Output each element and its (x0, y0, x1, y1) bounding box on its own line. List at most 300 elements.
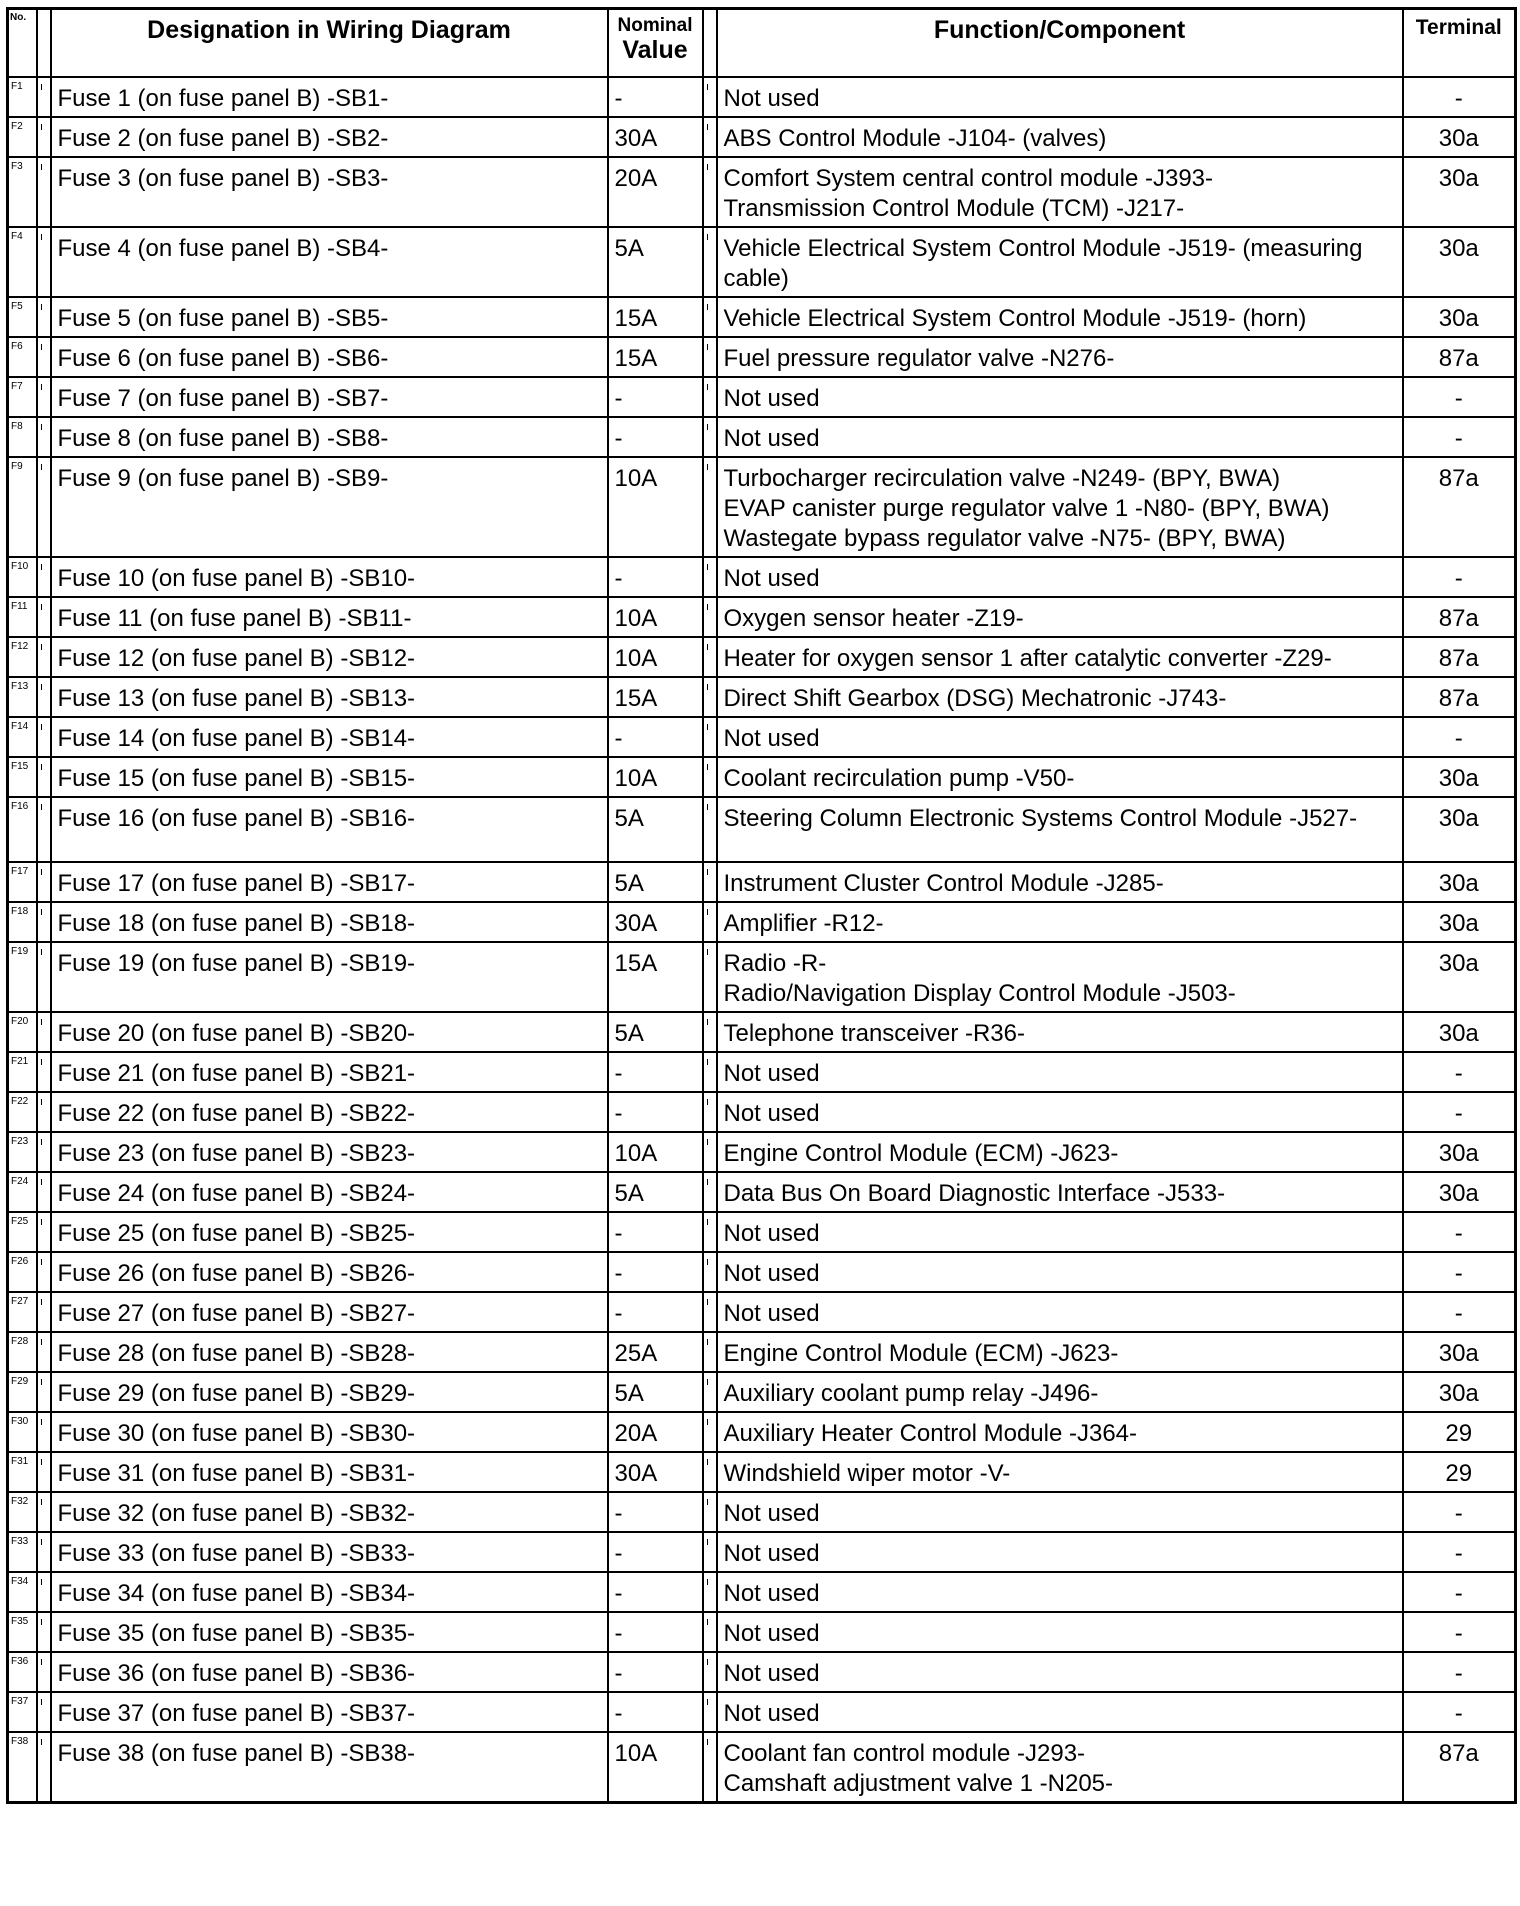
terminal-cell: 30a (1403, 942, 1516, 1012)
terminal-cell: 30a (1403, 797, 1516, 862)
function-line: Oxygen sensor heater -Z19- (723, 604, 1024, 632)
tick-mark (41, 1019, 42, 1025)
tick-mark (707, 1259, 708, 1265)
tick-mark (41, 384, 42, 390)
function-cell (717, 1292, 1403, 1332)
spacer-cell (703, 597, 717, 637)
fuse-number: F11 (8, 597, 37, 637)
function-line: Not used (723, 84, 820, 112)
fuse-number: F35 (8, 1612, 37, 1652)
spacer-cell (703, 157, 717, 227)
spacer-cell (703, 417, 717, 457)
fuse-number: F21 (8, 1052, 37, 1092)
designation-cell: Fuse 2 (on fuse panel B) -SB2- (51, 117, 608, 157)
table-row (8, 1492, 1516, 1532)
tick-mark (41, 424, 42, 430)
fuse-number: F29 (8, 1372, 37, 1412)
spacer-cell (37, 157, 51, 227)
spacer-cell (703, 377, 717, 417)
designation-cell: Fuse 20 (on fuse panel B) -SB20- (51, 1012, 608, 1052)
function-line: EVAP canister purge regulator valve 1 -N80- (BPY, BWA) (723, 494, 1330, 522)
terminal-cell: - (1403, 1532, 1516, 1572)
nominal-value-cell: 5A (608, 227, 703, 297)
function-cell (717, 337, 1403, 377)
function-cell (717, 717, 1403, 757)
spacer-cell (37, 1412, 51, 1452)
table-row (8, 717, 1516, 757)
fuse-number: F36 (8, 1652, 37, 1692)
tick-mark (41, 1059, 42, 1065)
tick-mark (41, 1379, 42, 1385)
tick-mark (41, 909, 42, 915)
tick-mark (707, 1179, 708, 1185)
spacer-cell (703, 757, 717, 797)
designation-cell: Fuse 8 (on fuse panel B) -SB8- (51, 417, 608, 457)
function-cell (717, 1572, 1403, 1612)
nominal-value-cell: - (608, 1252, 703, 1292)
nominal-value-cell: 10A (608, 457, 703, 557)
spacer-cell (703, 1172, 717, 1212)
nominal-value-cell: 15A (608, 942, 703, 1012)
table-row (8, 902, 1516, 942)
table-row (8, 1532, 1516, 1572)
spacer-cell (37, 1052, 51, 1092)
terminal-cell: 30a (1403, 1172, 1516, 1212)
spacer-cell (703, 297, 717, 337)
terminal-cell: 29 (1403, 1412, 1516, 1452)
nominal-value-cell: - (608, 417, 703, 457)
spacer-cell (37, 417, 51, 457)
terminal-cell: 30a (1403, 117, 1516, 157)
spacer-cell (37, 1332, 51, 1372)
spacer-cell (37, 1612, 51, 1652)
spacer-cell (703, 1532, 717, 1572)
function-line: Not used (723, 1099, 820, 1127)
tick-mark (41, 644, 42, 650)
nominal-value-cell: - (608, 77, 703, 117)
terminal-cell: 30a (1403, 862, 1516, 902)
fuse-number: F8 (8, 417, 37, 457)
spacer-cell (37, 117, 51, 157)
spacer-cell (703, 117, 717, 157)
function-line: Auxiliary coolant pump relay -J496- (723, 1379, 1099, 1407)
table-row (8, 1292, 1516, 1332)
tick-mark (41, 1579, 42, 1585)
tick-mark (707, 424, 708, 430)
tick-mark (41, 684, 42, 690)
tick-mark (707, 644, 708, 650)
nominal-value-cell: 5A (608, 1012, 703, 1052)
spacer-cell (703, 1652, 717, 1692)
function-line: Not used (723, 564, 820, 592)
designation-cell: Fuse 36 (on fuse panel B) -SB36- (51, 1652, 608, 1692)
function-line: Not used (723, 1579, 820, 1607)
terminal-cell: - (1403, 1612, 1516, 1652)
terminal-cell: 30a (1403, 227, 1516, 297)
fuse-number: F32 (8, 1492, 37, 1532)
fuse-number: F26 (8, 1252, 37, 1292)
spacer-cell (37, 297, 51, 337)
function-cell (717, 797, 1403, 862)
tick-mark (41, 1499, 42, 1505)
designation-cell: Fuse 12 (on fuse panel B) -SB12- (51, 637, 608, 677)
tick-mark (41, 1219, 42, 1225)
function-line: Direct Shift Gearbox (DSG) Mechatronic -J743- (723, 684, 1227, 712)
tick-mark (707, 804, 708, 810)
fuse-table (6, 7, 1517, 1804)
nominal-value-cell: 20A (608, 1412, 703, 1452)
function-line: Wastegate bypass regulator valve -N75- (BPY, BWA) (723, 524, 1286, 552)
header-nominal-value (608, 9, 703, 77)
table-row (8, 942, 1516, 1012)
fuse-number: F33 (8, 1532, 37, 1572)
fuse-number: F10 (8, 557, 37, 597)
designation-cell: Fuse 17 (on fuse panel B) -SB17- (51, 862, 608, 902)
spacer-cell (37, 1292, 51, 1332)
terminal-cell: - (1403, 717, 1516, 757)
function-cell (717, 757, 1403, 797)
function-cell (717, 1612, 1403, 1652)
fuse-number: F22 (8, 1092, 37, 1132)
function-line: Vehicle Electrical System Control Module -J519- (horn) (723, 304, 1307, 332)
function-line: Radio -R- (723, 949, 827, 977)
tick-mark (41, 344, 42, 350)
nominal-value-cell: - (608, 377, 703, 417)
nominal-value-cell: 10A (608, 637, 703, 677)
terminal-cell: - (1403, 1652, 1516, 1692)
designation-cell: Fuse 5 (on fuse panel B) -SB5- (51, 297, 608, 337)
tick-mark (41, 1099, 42, 1105)
tick-mark (707, 869, 708, 875)
nominal-value-cell: - (608, 1052, 703, 1092)
table-row (8, 1452, 1516, 1492)
spacer-cell (37, 1692, 51, 1732)
function-line: Camshaft adjustment valve 1 -N205- (723, 1769, 1114, 1797)
nominal-value-cell: 5A (608, 862, 703, 902)
tick-mark (707, 1099, 708, 1105)
nominal-value-cell: - (608, 1612, 703, 1652)
tick-mark (41, 1539, 42, 1545)
tick-mark (707, 1299, 708, 1305)
nominal-value-cell: - (608, 1572, 703, 1612)
fuse-number: F31 (8, 1452, 37, 1492)
table-row (8, 1612, 1516, 1652)
nominal-value-cell: - (608, 717, 703, 757)
spacer-cell (37, 1172, 51, 1212)
designation-cell: Fuse 27 (on fuse panel B) -SB27- (51, 1292, 608, 1332)
table-row (8, 1732, 1516, 1803)
tick-mark (707, 464, 708, 470)
designation-cell: Fuse 1 (on fuse panel B) -SB1- (51, 77, 608, 117)
nominal-value-cell: - (608, 1292, 703, 1332)
function-cell (717, 1492, 1403, 1532)
fuse-number: F5 (8, 297, 37, 337)
function-cell (717, 1692, 1403, 1732)
tick-mark (41, 1419, 42, 1425)
spacer-cell (37, 862, 51, 902)
table-row (8, 157, 1516, 227)
function-line: Not used (723, 424, 820, 452)
nominal-value-cell: 10A (608, 597, 703, 637)
tick-mark (707, 724, 708, 730)
terminal-cell: 87a (1403, 337, 1516, 377)
designation-cell: Fuse 6 (on fuse panel B) -SB6- (51, 337, 608, 377)
table-header (8, 9, 1516, 77)
designation-cell: Fuse 14 (on fuse panel B) -SB14- (51, 717, 608, 757)
spacer-cell (703, 717, 717, 757)
tick-mark (41, 304, 42, 310)
function-line: Not used (723, 1219, 820, 1247)
designation-cell: Fuse 11 (on fuse panel B) -SB11- (51, 597, 608, 637)
tick-mark (707, 1699, 708, 1705)
spacer-cell (37, 1572, 51, 1612)
table-row (8, 557, 1516, 597)
designation-cell: Fuse 35 (on fuse panel B) -SB35- (51, 1612, 608, 1652)
tick-mark (707, 234, 708, 240)
tick-mark (41, 1739, 42, 1745)
terminal-cell: - (1403, 1092, 1516, 1132)
designation-cell: Fuse 4 (on fuse panel B) -SB4- (51, 227, 608, 297)
tick-mark (41, 464, 42, 470)
tick-mark (707, 1219, 708, 1225)
function-line: Transmission Control Module (TCM) -J217- (723, 194, 1185, 222)
spacer-cell (37, 1452, 51, 1492)
spacer-cell (703, 337, 717, 377)
tick-mark (707, 604, 708, 610)
tick-mark (707, 1659, 708, 1665)
terminal-cell: 30a (1403, 1372, 1516, 1412)
terminal-cell: - (1403, 1212, 1516, 1252)
function-cell (717, 1012, 1403, 1052)
designation-cell: Fuse 21 (on fuse panel B) -SB21- (51, 1052, 608, 1092)
function-line: ABS Control Module -J104- (valves) (723, 124, 1107, 152)
function-line: Windshield wiper motor -V- (723, 1459, 1011, 1487)
spacer-cell (703, 637, 717, 677)
spacer-cell (37, 1092, 51, 1132)
spacer-cell (703, 1452, 717, 1492)
function-cell (717, 1212, 1403, 1252)
table-row (8, 1092, 1516, 1132)
fuse-number: F30 (8, 1412, 37, 1452)
spacer-cell (37, 757, 51, 797)
function-cell (717, 1532, 1403, 1572)
terminal-cell: 29 (1403, 1452, 1516, 1492)
function-cell (717, 157, 1403, 227)
fuse-number: F27 (8, 1292, 37, 1332)
function-cell (717, 297, 1403, 337)
spacer-cell (37, 902, 51, 942)
table-row (8, 1372, 1516, 1412)
spacer-cell (37, 677, 51, 717)
tick-mark (707, 1459, 708, 1465)
designation-cell: Fuse 23 (on fuse panel B) -SB23- (51, 1132, 608, 1172)
function-line: Fuel pressure regulator valve -N276- (723, 344, 1115, 372)
function-line: cable) (723, 264, 789, 292)
function-cell (717, 377, 1403, 417)
function-line: Radio/Navigation Display Control Module -J503- (723, 979, 1236, 1007)
designation-cell: Fuse 25 (on fuse panel B) -SB25- (51, 1212, 608, 1252)
function-line: Heater for oxygen sensor 1 after catalytic converter -Z29- (723, 644, 1332, 672)
tick-mark (707, 684, 708, 690)
tick-mark (707, 164, 708, 170)
spacer-cell (37, 597, 51, 637)
function-cell (717, 1332, 1403, 1372)
tick-mark (41, 604, 42, 610)
tick-mark (41, 724, 42, 730)
spacer-cell (37, 1252, 51, 1292)
table-row (8, 337, 1516, 377)
designation-cell: Fuse 10 (on fuse panel B) -SB10- (51, 557, 608, 597)
terminal-cell: 30a (1403, 297, 1516, 337)
fuse-number: F24 (8, 1172, 37, 1212)
table-row (8, 1692, 1516, 1732)
fuse-number: F2 (8, 117, 37, 157)
designation-cell: Fuse 7 (on fuse panel B) -SB7- (51, 377, 608, 417)
tick-mark (41, 1179, 42, 1185)
terminal-cell: 87a (1403, 457, 1516, 557)
function-line: Data Bus On Board Diagnostic Interface -J533- (723, 1179, 1226, 1207)
tick-mark (707, 764, 708, 770)
spacer-cell (703, 1212, 717, 1252)
table-row (8, 797, 1516, 862)
function-line: Comfort System central control module -J393- (723, 164, 1214, 192)
function-cell (717, 1452, 1403, 1492)
spacer-cell (37, 1652, 51, 1692)
function-cell (717, 1132, 1403, 1172)
terminal-cell: 30a (1403, 1332, 1516, 1372)
function-cell (717, 637, 1403, 677)
table-row (8, 597, 1516, 637)
spacer-cell (703, 1332, 717, 1372)
terminal-cell: 30a (1403, 757, 1516, 797)
table-row (8, 677, 1516, 717)
designation-cell: Fuse 28 (on fuse panel B) -SB28- (51, 1332, 608, 1372)
header-row (8, 9, 1516, 77)
terminal-cell: 30a (1403, 1012, 1516, 1052)
designation-cell: Fuse 13 (on fuse panel B) -SB13- (51, 677, 608, 717)
tick-mark (707, 1379, 708, 1385)
nominal-value-cell: - (608, 1492, 703, 1532)
spacer-cell (37, 1532, 51, 1572)
nominal-value-cell: 10A (608, 1132, 703, 1172)
terminal-cell: - (1403, 557, 1516, 597)
header-no: No. (8, 9, 37, 77)
terminal-cell: - (1403, 417, 1516, 457)
spacer-cell (703, 1732, 717, 1803)
header-nominal-line1: Nominal (617, 15, 693, 36)
function-line: Telephone transceiver -R36- (723, 1019, 1025, 1047)
function-line: Not used (723, 1499, 820, 1527)
fuse-number: F23 (8, 1132, 37, 1172)
fuse-number: F4 (8, 227, 37, 297)
tick-mark (41, 124, 42, 130)
spacer-cell (703, 862, 717, 902)
spacer-cell (703, 1092, 717, 1132)
function-cell (717, 597, 1403, 637)
function-line: Not used (723, 1299, 820, 1327)
terminal-cell: - (1403, 1572, 1516, 1612)
spacer-cell (37, 77, 51, 117)
table-row (8, 1332, 1516, 1372)
function-cell (717, 417, 1403, 457)
function-cell (717, 1052, 1403, 1092)
terminal-cell: 30a (1403, 157, 1516, 227)
spacer-cell (37, 1212, 51, 1252)
table-row (8, 1212, 1516, 1252)
terminal-cell: - (1403, 1492, 1516, 1532)
header-spacer (37, 9, 51, 77)
nominal-value-cell: 25A (608, 1332, 703, 1372)
tick-mark (41, 1459, 42, 1465)
table-row (8, 457, 1516, 557)
fuse-number: F38 (8, 1732, 37, 1803)
spacer-cell (703, 1252, 717, 1292)
tick-mark (41, 564, 42, 570)
fuse-number: F9 (8, 457, 37, 557)
tick-mark (41, 764, 42, 770)
table-row (8, 637, 1516, 677)
header-terminal: Terminal (1403, 9, 1516, 77)
fuse-number: F1 (8, 77, 37, 117)
designation-cell: Fuse 38 (on fuse panel B) -SB38- (51, 1732, 608, 1803)
spacer-cell (37, 1012, 51, 1052)
tick-mark (707, 84, 708, 90)
spacer-cell (703, 942, 717, 1012)
table-row (8, 227, 1516, 297)
function-line: Coolant recirculation pump -V50- (723, 764, 1075, 792)
table-row (8, 377, 1516, 417)
function-line: Not used (723, 724, 820, 752)
table-row (8, 417, 1516, 457)
nominal-value-cell: - (608, 1652, 703, 1692)
tick-mark (707, 1579, 708, 1585)
spacer-cell (37, 1492, 51, 1532)
designation-cell: Fuse 31 (on fuse panel B) -SB31- (51, 1452, 608, 1492)
spacer-cell (703, 1132, 717, 1172)
function-cell (717, 117, 1403, 157)
table-row (8, 862, 1516, 902)
designation-cell: Fuse 3 (on fuse panel B) -SB3- (51, 157, 608, 227)
table-row (8, 1652, 1516, 1692)
spacer-cell (703, 77, 717, 117)
function-cell (717, 1252, 1403, 1292)
spacer-cell (37, 797, 51, 862)
terminal-cell: 30a (1403, 1132, 1516, 1172)
designation-cell: Fuse 34 (on fuse panel B) -SB34- (51, 1572, 608, 1612)
table-row (8, 1252, 1516, 1292)
spacer-cell (703, 1052, 717, 1092)
tick-mark (707, 1139, 708, 1145)
fuse-number: F3 (8, 157, 37, 227)
spacer-cell (703, 677, 717, 717)
table-row (8, 77, 1516, 117)
function-line: Vehicle Electrical System Control Module -J519- (measuring (723, 234, 1363, 262)
spacer-cell (703, 1012, 717, 1052)
terminal-cell: 87a (1403, 637, 1516, 677)
fuse-number: F20 (8, 1012, 37, 1052)
function-cell (717, 1652, 1403, 1692)
nominal-value-cell: - (608, 557, 703, 597)
nominal-value-cell: 30A (608, 902, 703, 942)
fuse-number: F6 (8, 337, 37, 377)
function-cell (717, 457, 1403, 557)
tick-mark (707, 1499, 708, 1505)
spacer-cell (703, 1372, 717, 1412)
function-cell (717, 1412, 1403, 1452)
function-cell (717, 1172, 1403, 1212)
tick-mark (41, 1299, 42, 1305)
designation-cell: Fuse 19 (on fuse panel B) -SB19- (51, 942, 608, 1012)
